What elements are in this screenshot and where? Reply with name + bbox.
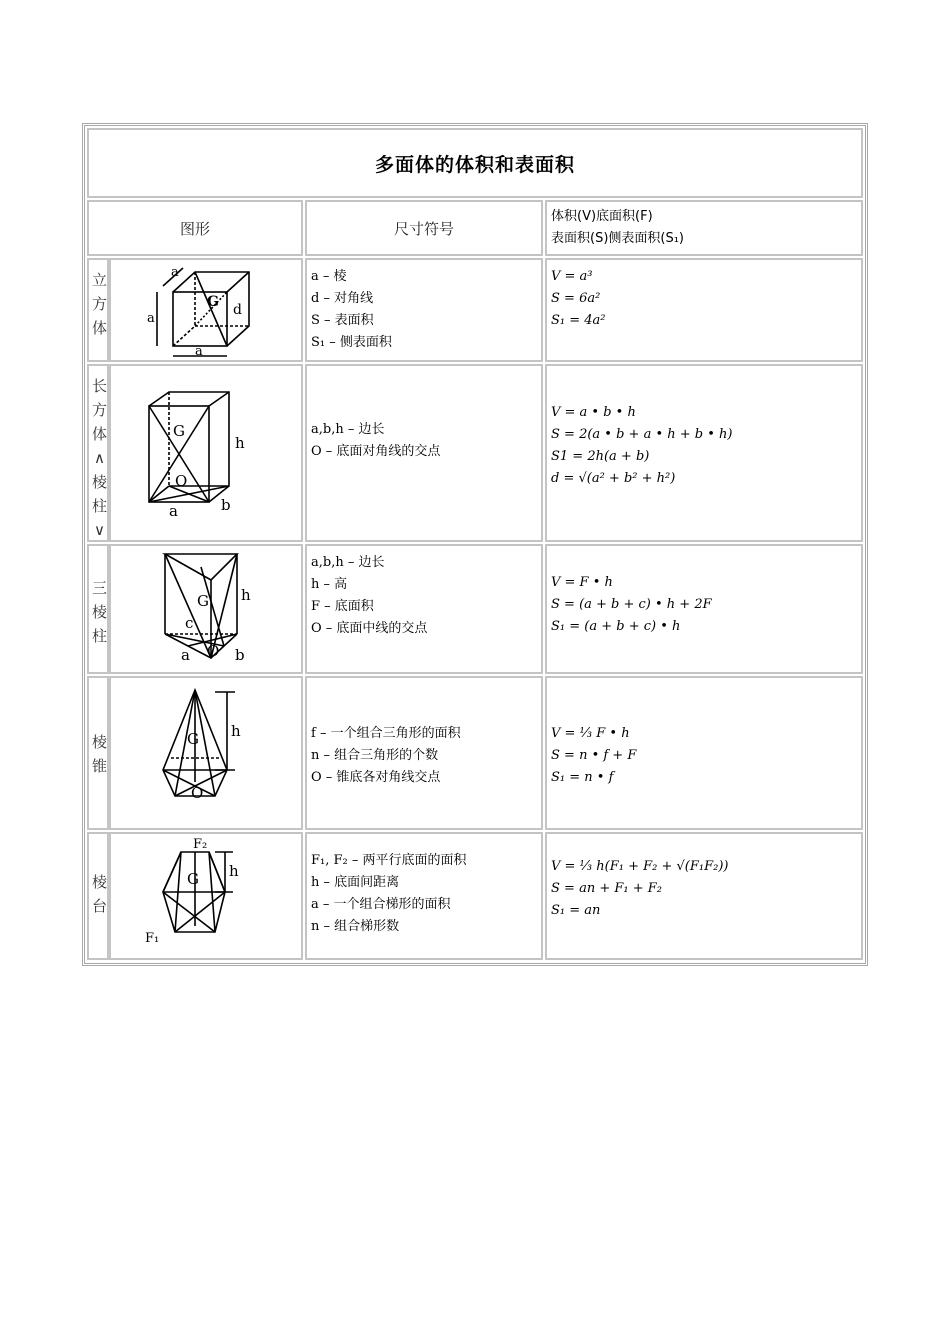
symbol-line: h – 高 [311, 577, 348, 592]
formula-line: S₁ = (a + b + c) • h [551, 619, 681, 634]
cuboid-label-o: O [175, 472, 188, 490]
frustum-label-h: h [229, 862, 239, 880]
prism-label-b: b [235, 646, 245, 664]
symbol-line: F₁, F₂ – 两平行底面的面积 [311, 853, 467, 868]
symbol-line: F – 底面积 [311, 599, 374, 614]
figure-cuboid [109, 364, 303, 542]
frustum-label-f2: F₂ [193, 837, 208, 852]
symbol-line: f – 一个组合三角形的面积 [311, 726, 461, 741]
symbol-line: d – 对角线 [311, 291, 374, 306]
formula-line: S = n • f + F [551, 748, 637, 763]
formula-line: d = √(a² + b² + h²) [551, 471, 676, 486]
formula-line: S = an + F₁ + F₂ [551, 881, 662, 896]
cube-label-a-top: a [171, 265, 179, 280]
row-label-triangular-prism: 三棱柱 [87, 544, 109, 674]
table-title: 多面体的体积和表面积 [87, 128, 863, 198]
header-symbols: 尺寸符号 [305, 200, 543, 256]
pyramid-label-h: h [231, 722, 241, 740]
formulas-triangular-prism [545, 544, 863, 674]
symbols-triangular-prism [305, 544, 543, 674]
symbols-cube [305, 258, 543, 362]
frustum-label-f1: F₁ [145, 931, 160, 946]
formula-line: S1 = 2h(a + b) [551, 449, 650, 464]
cube-label-a-bottom: a [195, 344, 203, 359]
cube-diagram [111, 260, 301, 360]
formulas-cube [545, 258, 863, 362]
formulas-pyramid [545, 676, 863, 830]
formulas-frustum [545, 832, 863, 960]
symbol-line: a,b,h – 边长 [311, 555, 385, 570]
symbol-line: S₁ – 侧表面积 [311, 335, 392, 350]
header-formula-line1: 体积(V)底面积(F) [551, 209, 653, 224]
formula-line: S = (a + b + c) • h + 2F [551, 597, 712, 612]
symbol-line: a – 棱 [311, 269, 347, 284]
polyhedra-table [82, 123, 868, 966]
figure-cube [109, 258, 303, 362]
symbol-line: O – 底面对角线的交点 [311, 444, 441, 459]
prism-label-h: h [241, 586, 251, 604]
formula-line: S₁ = an [551, 903, 601, 918]
pyramid-label-o: O [191, 784, 204, 802]
symbol-line: a – 一个组合梯形的面积 [311, 897, 451, 912]
cuboid-diagram [111, 366, 301, 540]
cube-label-d: d [233, 302, 242, 318]
symbols-frustum [305, 832, 543, 960]
cuboid-label-a: a [169, 502, 178, 520]
symbol-line: n – 组合三角形的个数 [311, 748, 439, 763]
symbols-cuboid [305, 364, 543, 542]
formula-line: S₁ = 4a² [551, 313, 606, 328]
header-formula-line2: 表面积(S)侧表面积(S₁) [551, 231, 685, 246]
formulas-cuboid [545, 364, 863, 542]
formula-line: V = a • b • h [551, 405, 636, 420]
pyramid-label-g: G [187, 730, 199, 748]
formula-line: V = F • h [551, 575, 613, 590]
figure-triangular-prism [109, 544, 303, 674]
cuboid-label-b: b [221, 496, 231, 514]
symbol-line: a,b,h – 边长 [311, 422, 385, 437]
row-label-pyramid: 棱锥 [87, 676, 109, 830]
formula-line: V = a³ [551, 269, 593, 284]
figure-pyramid [109, 676, 303, 830]
prism-label-a: a [181, 646, 190, 664]
row-label-cuboid: 长方体∧棱柱∨ [87, 364, 109, 542]
prism-label-o: O [207, 642, 220, 660]
symbol-line: O – 底面中线的交点 [311, 621, 428, 636]
symbol-line: h – 底面间距离 [311, 875, 400, 890]
header-figure: 图形 [87, 200, 303, 256]
cuboid-label-g: G [173, 422, 185, 440]
cube-label-g: G [207, 294, 219, 310]
row-label-frustum: 棱台 [87, 832, 109, 960]
header-formulas [545, 200, 863, 256]
formula-line: S₁ = n • f [551, 770, 614, 785]
symbol-line: O – 锥底各对角线交点 [311, 770, 441, 785]
prism-label-g: G [197, 592, 209, 610]
cuboid-label-h: h [235, 434, 245, 452]
cube-label-a-left: a [147, 311, 155, 326]
prism-label-c: c [185, 614, 194, 632]
pyramid-diagram [111, 678, 301, 828]
frustum-diagram [111, 834, 301, 958]
figure-frustum [109, 832, 303, 960]
symbols-pyramid [305, 676, 543, 830]
formula-line: S = 6a² [551, 291, 601, 306]
symbol-line: S – 表面积 [311, 313, 374, 328]
formula-line: V = ⅓ F • h [551, 726, 630, 741]
triangular-prism-diagram [111, 546, 301, 672]
formula-line: S = 2(a • b + a • h + b • h) [551, 427, 733, 442]
frustum-label-g: G [187, 870, 199, 888]
row-label-cube: 立方体 [87, 258, 109, 362]
symbol-line: n – 组合梯形数 [311, 919, 400, 934]
formula-line: V = ⅓ h(F₁ + F₂ + √(F₁F₂)) [551, 859, 729, 874]
